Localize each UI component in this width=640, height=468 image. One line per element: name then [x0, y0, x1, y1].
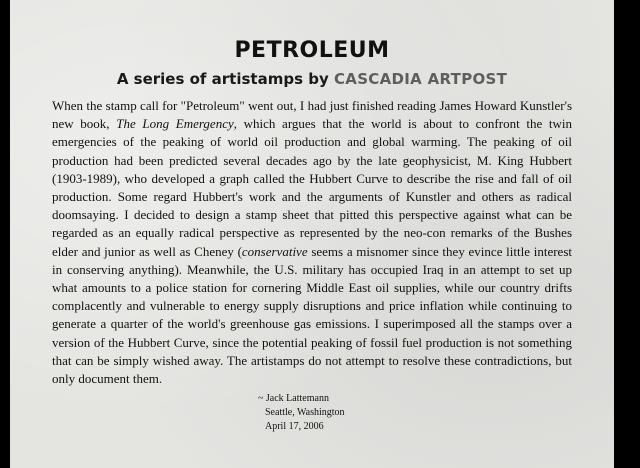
- body-text-part-3: seems a misnomer since they evince little interest in conserving anything). Meanwhile, the U.S. military has occupied Iraq in an attempt to set up what amounts to a police station for cornering Middle East oil supplies, while our country drifts complacently and vulnerable to energy supply disruptions and price inflation while continuing to generate a quarter of the world's greenhouse gas emissions. I superimposed all the stamps over a version of the Hubbert Curve, since the potential peaking of fossil fuel production is not something that can be simply wished away. The artistamps do not attempt to resolve these contradictions, but only document them.: [52, 243, 572, 387]
- body-paragraph: [52, 97, 572, 388]
- emphasis-word: conservative: [241, 243, 308, 259]
- body-text-part-1: When the stamp call for "Petroleum" went out, I had just finished reading James Howard Kunstler's new book,: [52, 98, 572, 132]
- brand-name: CASCADIA ARTPOST: [333, 70, 508, 88]
- signature-date: April 17, 2006: [265, 421, 324, 432]
- document-paper: [10, 0, 614, 468]
- page-title: PETROLEUM: [234, 38, 390, 63]
- body-text-part-2: , which argues that the world is about to confront the twin emergencies of the peaking of world oil production and global warming. The peaking of oil production had been predicted several decades ago by the late geophysicist, M. King Hubbert (1903-1989), who developed a graph called the Hubbert Curve to describe the rise and fall of oil production. Some regard Hubbert's work and the arguments of Kunstler and others as radical doomsaying. I decided to design a stamp sheet that pitted this perspective against what can be regarded as an equally radical perspective as represented by the neo-con remarks of the Bushes elder and junior as well as Cheney (: [52, 116, 572, 259]
- signature-name: ~ Jack Lattemann: [258, 393, 329, 404]
- signature-block: [258, 392, 345, 434]
- book-title: The Long Emergency: [116, 116, 234, 132]
- subtitle-prefix: A series of artistamps by: [116, 70, 329, 88]
- page-subtitle: [10, 70, 614, 88]
- signature-location: Seattle, Washington: [265, 407, 345, 418]
